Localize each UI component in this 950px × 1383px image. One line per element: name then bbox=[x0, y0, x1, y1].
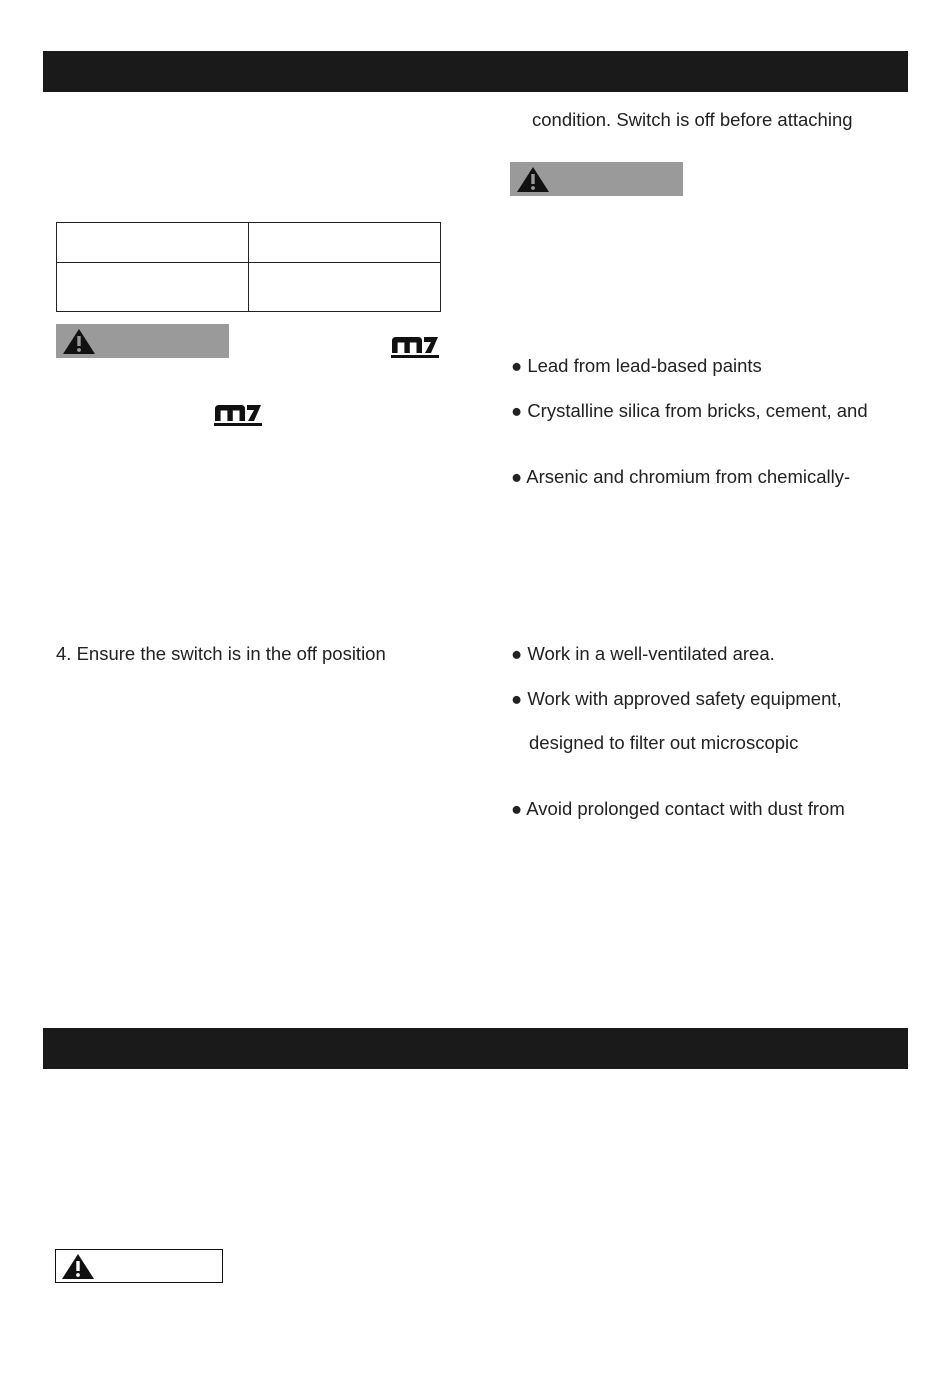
list-item: ● Lead from lead-based paints bbox=[511, 355, 762, 376]
list-item: ● Work in a well-ventilated area. bbox=[511, 643, 775, 664]
table-cell bbox=[57, 263, 249, 312]
warning-banner bbox=[56, 324, 229, 358]
warning-triangle-icon bbox=[62, 328, 96, 355]
list-item-continuation: designed to filter out microscopic bbox=[529, 732, 799, 753]
section-header-bar bbox=[43, 51, 908, 92]
section-header-bar bbox=[43, 1028, 908, 1069]
table-cell bbox=[57, 223, 249, 263]
list-item: ● Avoid prolonged contact with dust from bbox=[511, 798, 845, 819]
table-cell bbox=[249, 223, 441, 263]
warning-triangle-icon bbox=[61, 1253, 95, 1280]
m7-logo bbox=[390, 335, 440, 359]
spec-table bbox=[56, 222, 441, 312]
list-item: ● Arsenic and chromium from chemically- bbox=[511, 466, 851, 487]
step-4-text: 4. Ensure the switch is in the off position bbox=[56, 643, 386, 664]
list-item: ● Work with approved safety equipment, bbox=[511, 688, 842, 709]
warning-banner bbox=[510, 162, 683, 196]
warning-banner bbox=[55, 1249, 223, 1283]
warning-triangle-icon bbox=[516, 166, 550, 193]
table-row bbox=[57, 223, 441, 263]
table-row bbox=[57, 263, 441, 312]
m7-logo bbox=[213, 403, 263, 427]
continuation-text: condition. Switch is off before attaching bbox=[532, 109, 853, 130]
list-item: ● Crystalline silica from bricks, cement, and bbox=[511, 400, 868, 421]
table-cell bbox=[249, 263, 441, 312]
